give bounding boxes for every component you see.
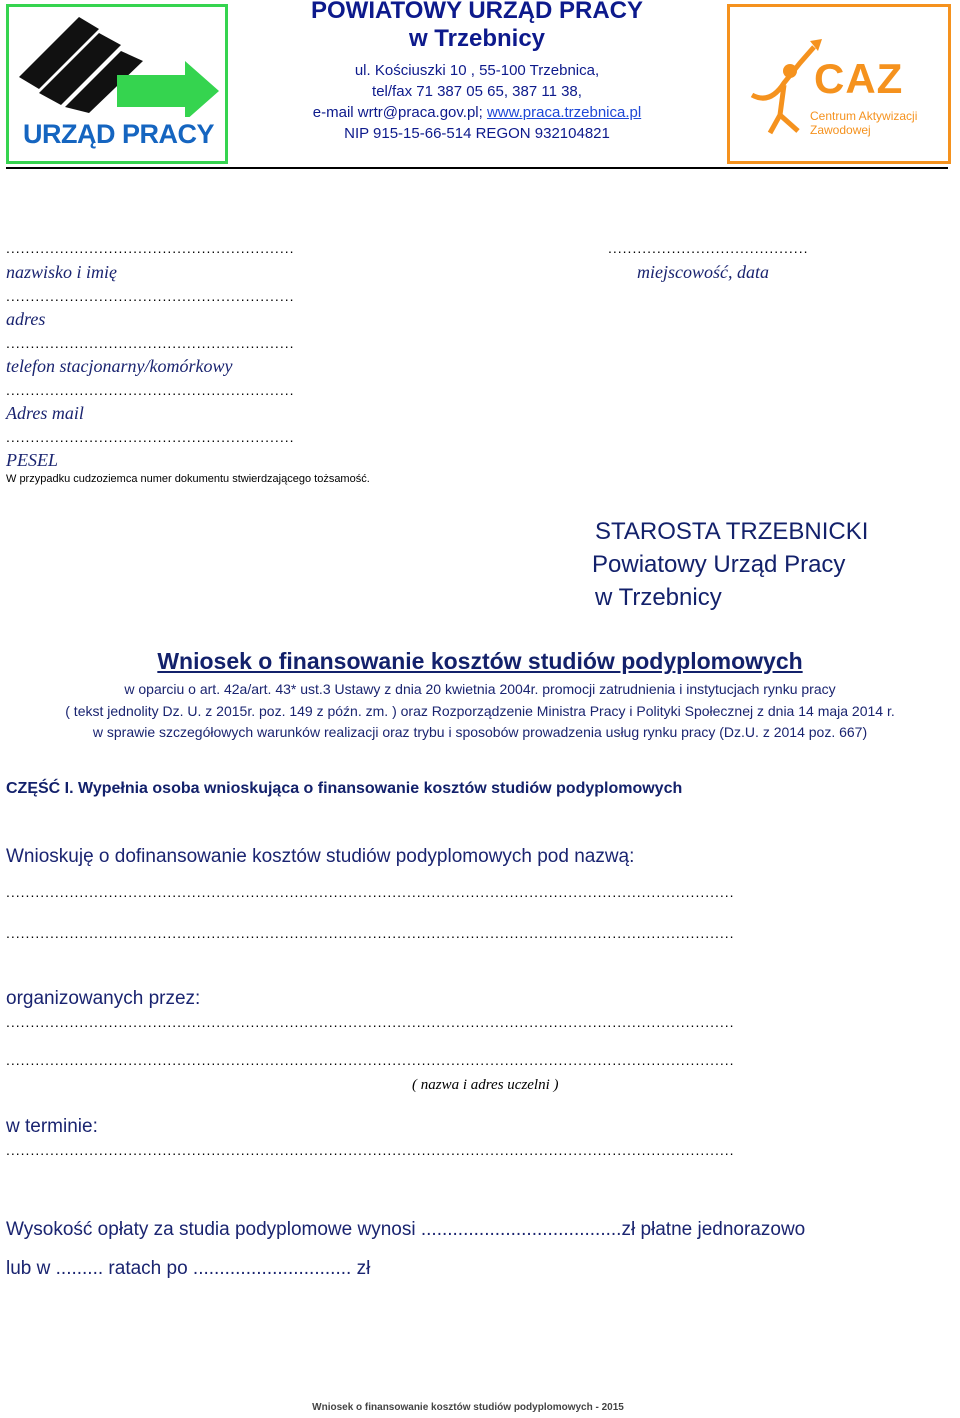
- installments-text[interactable]: lub w ......... ratach po .............................. zł: [6, 1258, 371, 1279]
- university-hint: ( nazwa i adres uczelni ): [412, 1077, 559, 1093]
- office-nip-regon: NIP 915-15-66-514 REGON 932104821: [344, 125, 610, 142]
- caz-logo-subtitle: Centrum Aktywizacji Zawodowej: [810, 109, 918, 137]
- place-date-label: miejscowość, data: [637, 262, 769, 282]
- office-contact: [228, 102, 726, 123]
- page-footer: Wniosek o finansowanie kosztów studiów podyplomowych - 2015: [312, 1402, 624, 1413]
- place-date-field-dots[interactable]: .........................................: [608, 240, 809, 256]
- university-field-1[interactable]: .....................................................................................................................................................: [6, 1014, 735, 1030]
- pesel-field-dots[interactable]: ...........................................................: [6, 429, 295, 445]
- request-text: Wnioskuję o dofinansowanie kosztów studiów podyplomowych pod nazwą:: [6, 846, 635, 867]
- caz-logo: [727, 4, 951, 164]
- office-city: w Trzebnicy: [408, 25, 546, 52]
- pesel-label: PESEL: [6, 450, 58, 470]
- office-address: ul. Kościuszki 10 , 55-100 Trzebnica,: [354, 62, 600, 79]
- urzad-pracy-logo-text: URZĄD PRACY: [23, 119, 215, 149]
- address-field-dots[interactable]: ...........................................................: [6, 288, 295, 304]
- form-title: Wniosek o finansowanie kosztów studiów podyplomowych: [157, 648, 803, 674]
- addressee-line3: w Trzebnicy: [595, 584, 722, 611]
- urzad-pracy-logo: [6, 4, 228, 164]
- office-website-link[interactable]: www.praca.trzebnica.pl: [486, 104, 642, 121]
- study-name-field-2[interactable]: .....................................................................................................................................................: [6, 925, 735, 941]
- term-field[interactable]: .....................................................................................................................................................: [6, 1142, 735, 1158]
- address-label: adres: [6, 309, 46, 329]
- name-field-dots[interactable]: ...........................................................: [6, 240, 295, 256]
- name-label: nazwisko i imię: [6, 262, 117, 282]
- organized-by-label: organizowanych przez:: [6, 988, 201, 1009]
- legal-basis-line3: w sprawie szczegółowych warunków realizacji oraz trybu i sposobów prowadzenia usług rynku pracy (Dz.U. z 2014 poz. 667): [92, 724, 868, 740]
- phone-label: telefon stacjonarny/komórkowy: [6, 356, 233, 376]
- office-email: e-mail wrtr@praca.gov.pl;: [312, 104, 487, 121]
- addressee-line2: Powiatowy Urząd Pracy: [592, 551, 846, 578]
- office-title: POWIATOWY URZĄD PRACY: [310, 0, 643, 24]
- legal-basis-line1: w oparciu o art. 42a/art. 43* ust.3 Ustawy z dnia 20 kwietnia 2004r. promocji zatrudnienia i instytucjach rynku pracy: [124, 681, 836, 697]
- legal-basis-line2: ( tekst jednolity Dz. U. z 2015r. poz. 149 z późn. zm. ) oraz Rozporządzenie Ministra Pracy i Polityki Społecznej z dnia 14 maja 2014 r.: [65, 703, 895, 719]
- email-field-dots[interactable]: ...........................................................: [6, 382, 295, 398]
- office-header: [228, 0, 726, 144]
- urzad-pracy-logo-graphic: [9, 7, 225, 117]
- foreigner-note: W przypadku cudzoziemca numer dokumentu stwierdzającego tożsamość.: [6, 473, 370, 485]
- university-field-2[interactable]: .....................................................................................................................................................: [6, 1052, 735, 1068]
- header-divider: [6, 167, 948, 169]
- part1-heading: CZĘŚĆ I. Wypełnia osoba wnioskująca o finansowanie kosztów studiów podyplomowych: [6, 780, 683, 797]
- caz-logo-text: CAZ: [814, 55, 904, 102]
- phone-field-dots[interactable]: ...........................................................: [6, 335, 295, 351]
- email-label: Adres mail: [6, 403, 84, 423]
- addressee-line1: STAROSTA TRZEBNICKI: [595, 518, 869, 545]
- office-phone: tel/fax 71 387 05 65, 387 11 38,: [372, 83, 582, 100]
- fee-text[interactable]: Wysokość opłaty za studia podyplomowe wynosi ......................................zł płatne jednorazowo: [6, 1219, 806, 1240]
- term-label: w terminie:: [6, 1116, 98, 1137]
- study-name-field-1[interactable]: .....................................................................................................................................................: [6, 884, 735, 900]
